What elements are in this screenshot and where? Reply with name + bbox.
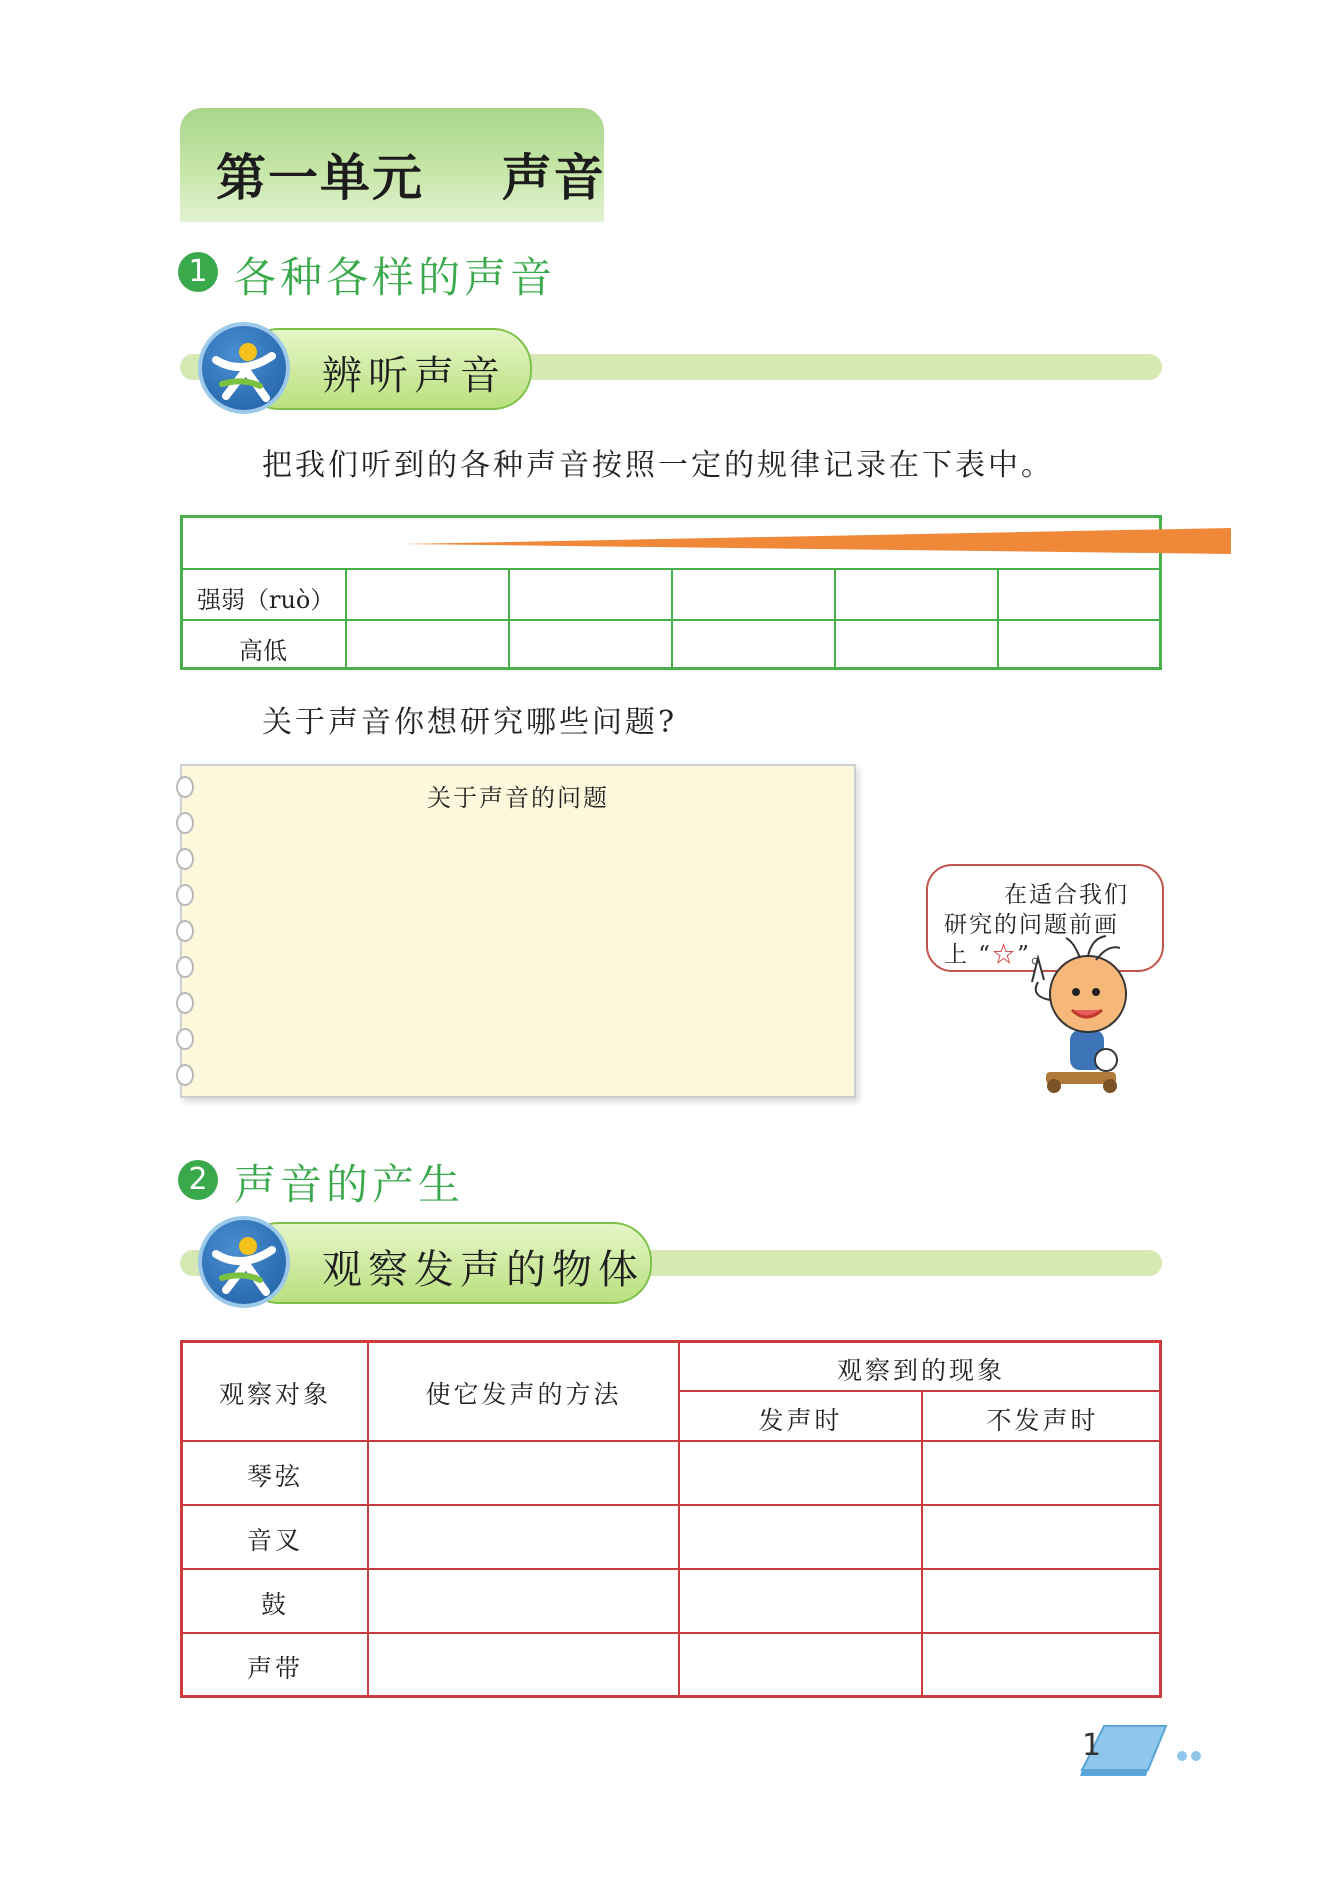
answer-cell[interactable] [510,621,671,667]
answer-cell[interactable] [836,621,997,667]
row-object-string: 琴弦 [246,1462,303,1491]
question-note-card[interactable] [180,764,856,1098]
unit-title: 第一单元 声音 [216,148,606,207]
answer-cell[interactable] [347,570,508,619]
section-title: 声音的产生 [234,1160,465,1209]
note-card-title: 关于声音的问题 [427,784,609,812]
sound-record-table [180,515,1162,670]
speech-bubble: 在适合我们 研究的问题前画 上 “☆”。 [926,864,1164,972]
header-sounding: 发声时 [758,1406,843,1435]
row-object-vocal-cords: 声带 [246,1654,303,1683]
question-text: 关于声音你想研究哪些问题? [262,705,678,740]
row-object-tuning-fork: 音叉 [246,1526,303,1555]
section-title: 各种各样的声音 [234,253,557,302]
header-silent: 不发声时 [986,1406,1099,1435]
answer-cell[interactable] [999,570,1159,619]
answer-cell[interactable] [510,570,671,619]
header-method: 使它发声的方法 [425,1380,622,1409]
answer-cell[interactable] [673,621,834,667]
section-number: 1 [178,252,218,292]
row-label-intensity: 强弱（ruò） [197,586,335,614]
page-number: 1 [1082,1728,1102,1763]
star-icon: ☆ [992,942,1018,968]
observation-table [180,1340,1162,1698]
answer-cell[interactable] [347,621,508,667]
row-label-pitch: 高低 [239,637,287,665]
answer-cell[interactable] [673,570,834,619]
instruction-text: 把我们听到的各种声音按照一定的规律记录在下表中。 [262,448,1054,483]
activity-logo-icon [198,1216,290,1308]
header-observed: 观察到的现象 [836,1356,1005,1385]
header-object: 观察对象 [218,1380,331,1409]
answer-cell[interactable] [999,621,1159,667]
intensity-wedge [403,528,1233,556]
activity-label: 观察发声的物体 [322,1247,644,1293]
section-number: 2 [178,1160,218,1200]
answer-cell[interactable] [836,570,997,619]
row-object-drum: 鼓 [260,1590,289,1619]
activity-logo-icon [198,322,290,414]
activity-label: 辨听声音 [322,353,506,399]
cartoon-boy-mascot [1010,930,1140,1100]
